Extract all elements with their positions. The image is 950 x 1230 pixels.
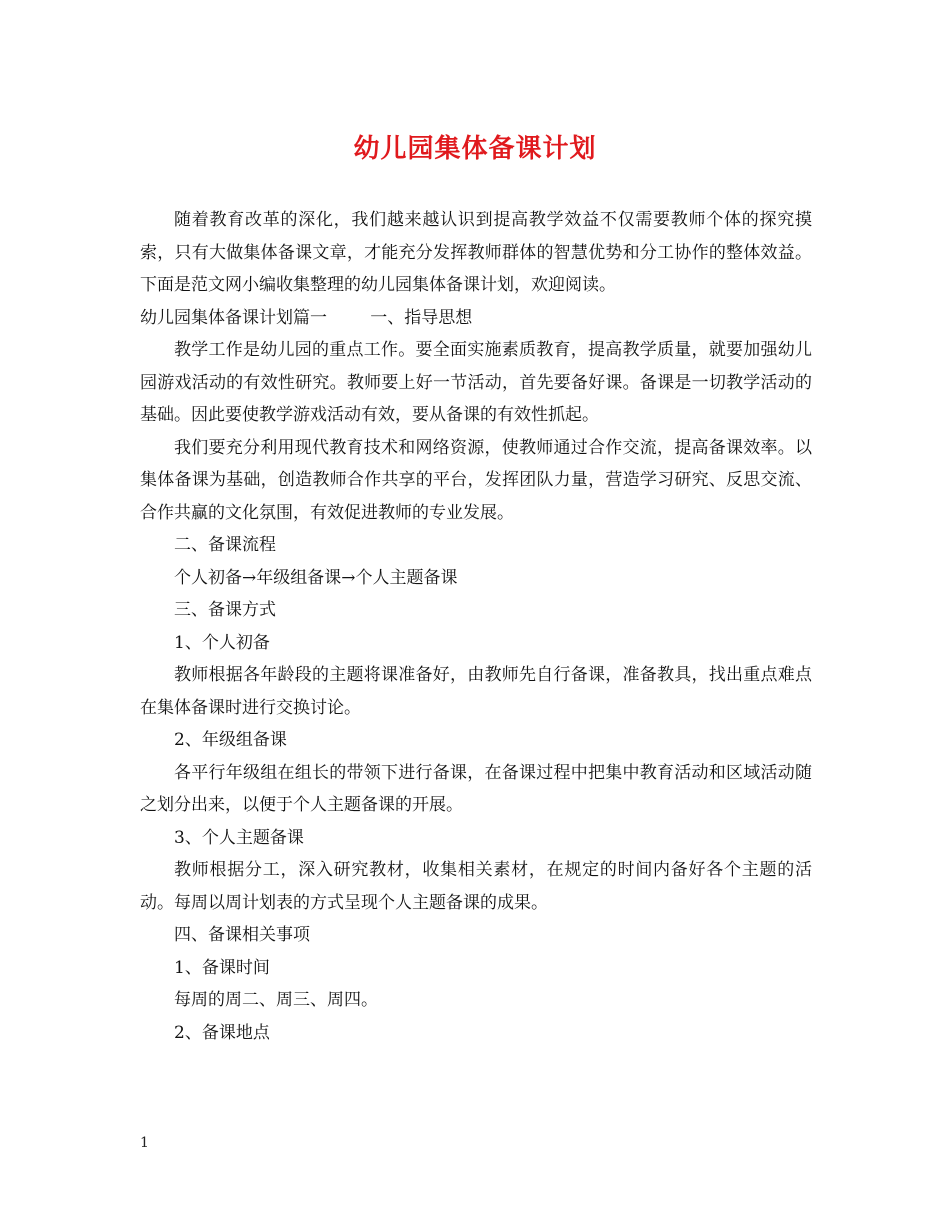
paragraph-grade-group-prep: 各平行年级组在组长的带领下进行备课，在备课过程中把集中教育活动和区域活动随之划分出来，以便于个人主题备课的开展。	[140, 762, 812, 815]
subheading-prep-location: 2、备课地点	[174, 1022, 270, 1043]
subheading-prep-time: 1、备课时间	[174, 957, 270, 978]
paragraph-technology-resources: 我们要充分利用现代教育技术和网络资源，使教师通过合作交流，提高备课效率。以集体备课为基础，创造教师合作共享的平台，发挥团队力量，营造学习研究、反思交流、合作共赢的文化氛围，有效促进教师的专业发展。	[140, 437, 812, 523]
process-flow: 个人初备→年级组备课→个人主题备课	[174, 567, 458, 588]
paragraph-prep-time: 每周的周二、周三、周四。	[174, 990, 378, 1010]
subheading-theme-prep: 3、个人主题备课	[174, 827, 304, 848]
paragraph-teaching-work: 教学工作是幼儿园的重点工作。要全面实施素质教育，提高教学质量，就要加强幼儿园游戏活动的有效性研究。教师要上好一节活动，首先要备好课。备课是一切教学活动的基础。因此要使教学游戏活动有效，要从备课的有效性抓起。	[140, 340, 812, 425]
section-heading-process: 二、备课流程	[174, 535, 276, 555]
subheading-individual-prep: 1、个人初备	[174, 632, 270, 653]
subheading-grade-group-prep: 2、年级组备课	[174, 730, 287, 750]
section-heading-guiding-ideology: 幼儿园集体备课计划篇一 一、指导思想	[140, 307, 473, 328]
intro-paragraph: 随着教育改革的深化，我们越来越认识到提高教学效益不仅需要教师个体的探究摸索，只有大做集体备课文章，才能充分发挥教师群体的智慧优势和分工协作的整体效益。下面是范文网小编收集整理的幼儿园集体备课计划，欢迎阅读。	[140, 210, 812, 295]
page-number: 1	[140, 1135, 149, 1151]
section-heading-related-matters: 四、备课相关事项	[174, 925, 310, 945]
document-body	[140, 204, 812, 1049]
paragraph-individual-prep: 教师根据各年龄段的主题将课准备好，由教师先自行备课，准备教具，找出重点难点在集体备课时进行交换讨论。	[140, 665, 812, 718]
paragraph-theme-prep: 教师根据分工，深入研究教材，收集相关素材，在规定的时间内备好各个主题的活动。每周以周计划表的方式呈现个人主题备课的成果。	[140, 860, 812, 913]
document-title: 幼儿园集体备课计划	[353, 134, 597, 164]
section-heading-methods: 三、备课方式	[174, 600, 276, 620]
